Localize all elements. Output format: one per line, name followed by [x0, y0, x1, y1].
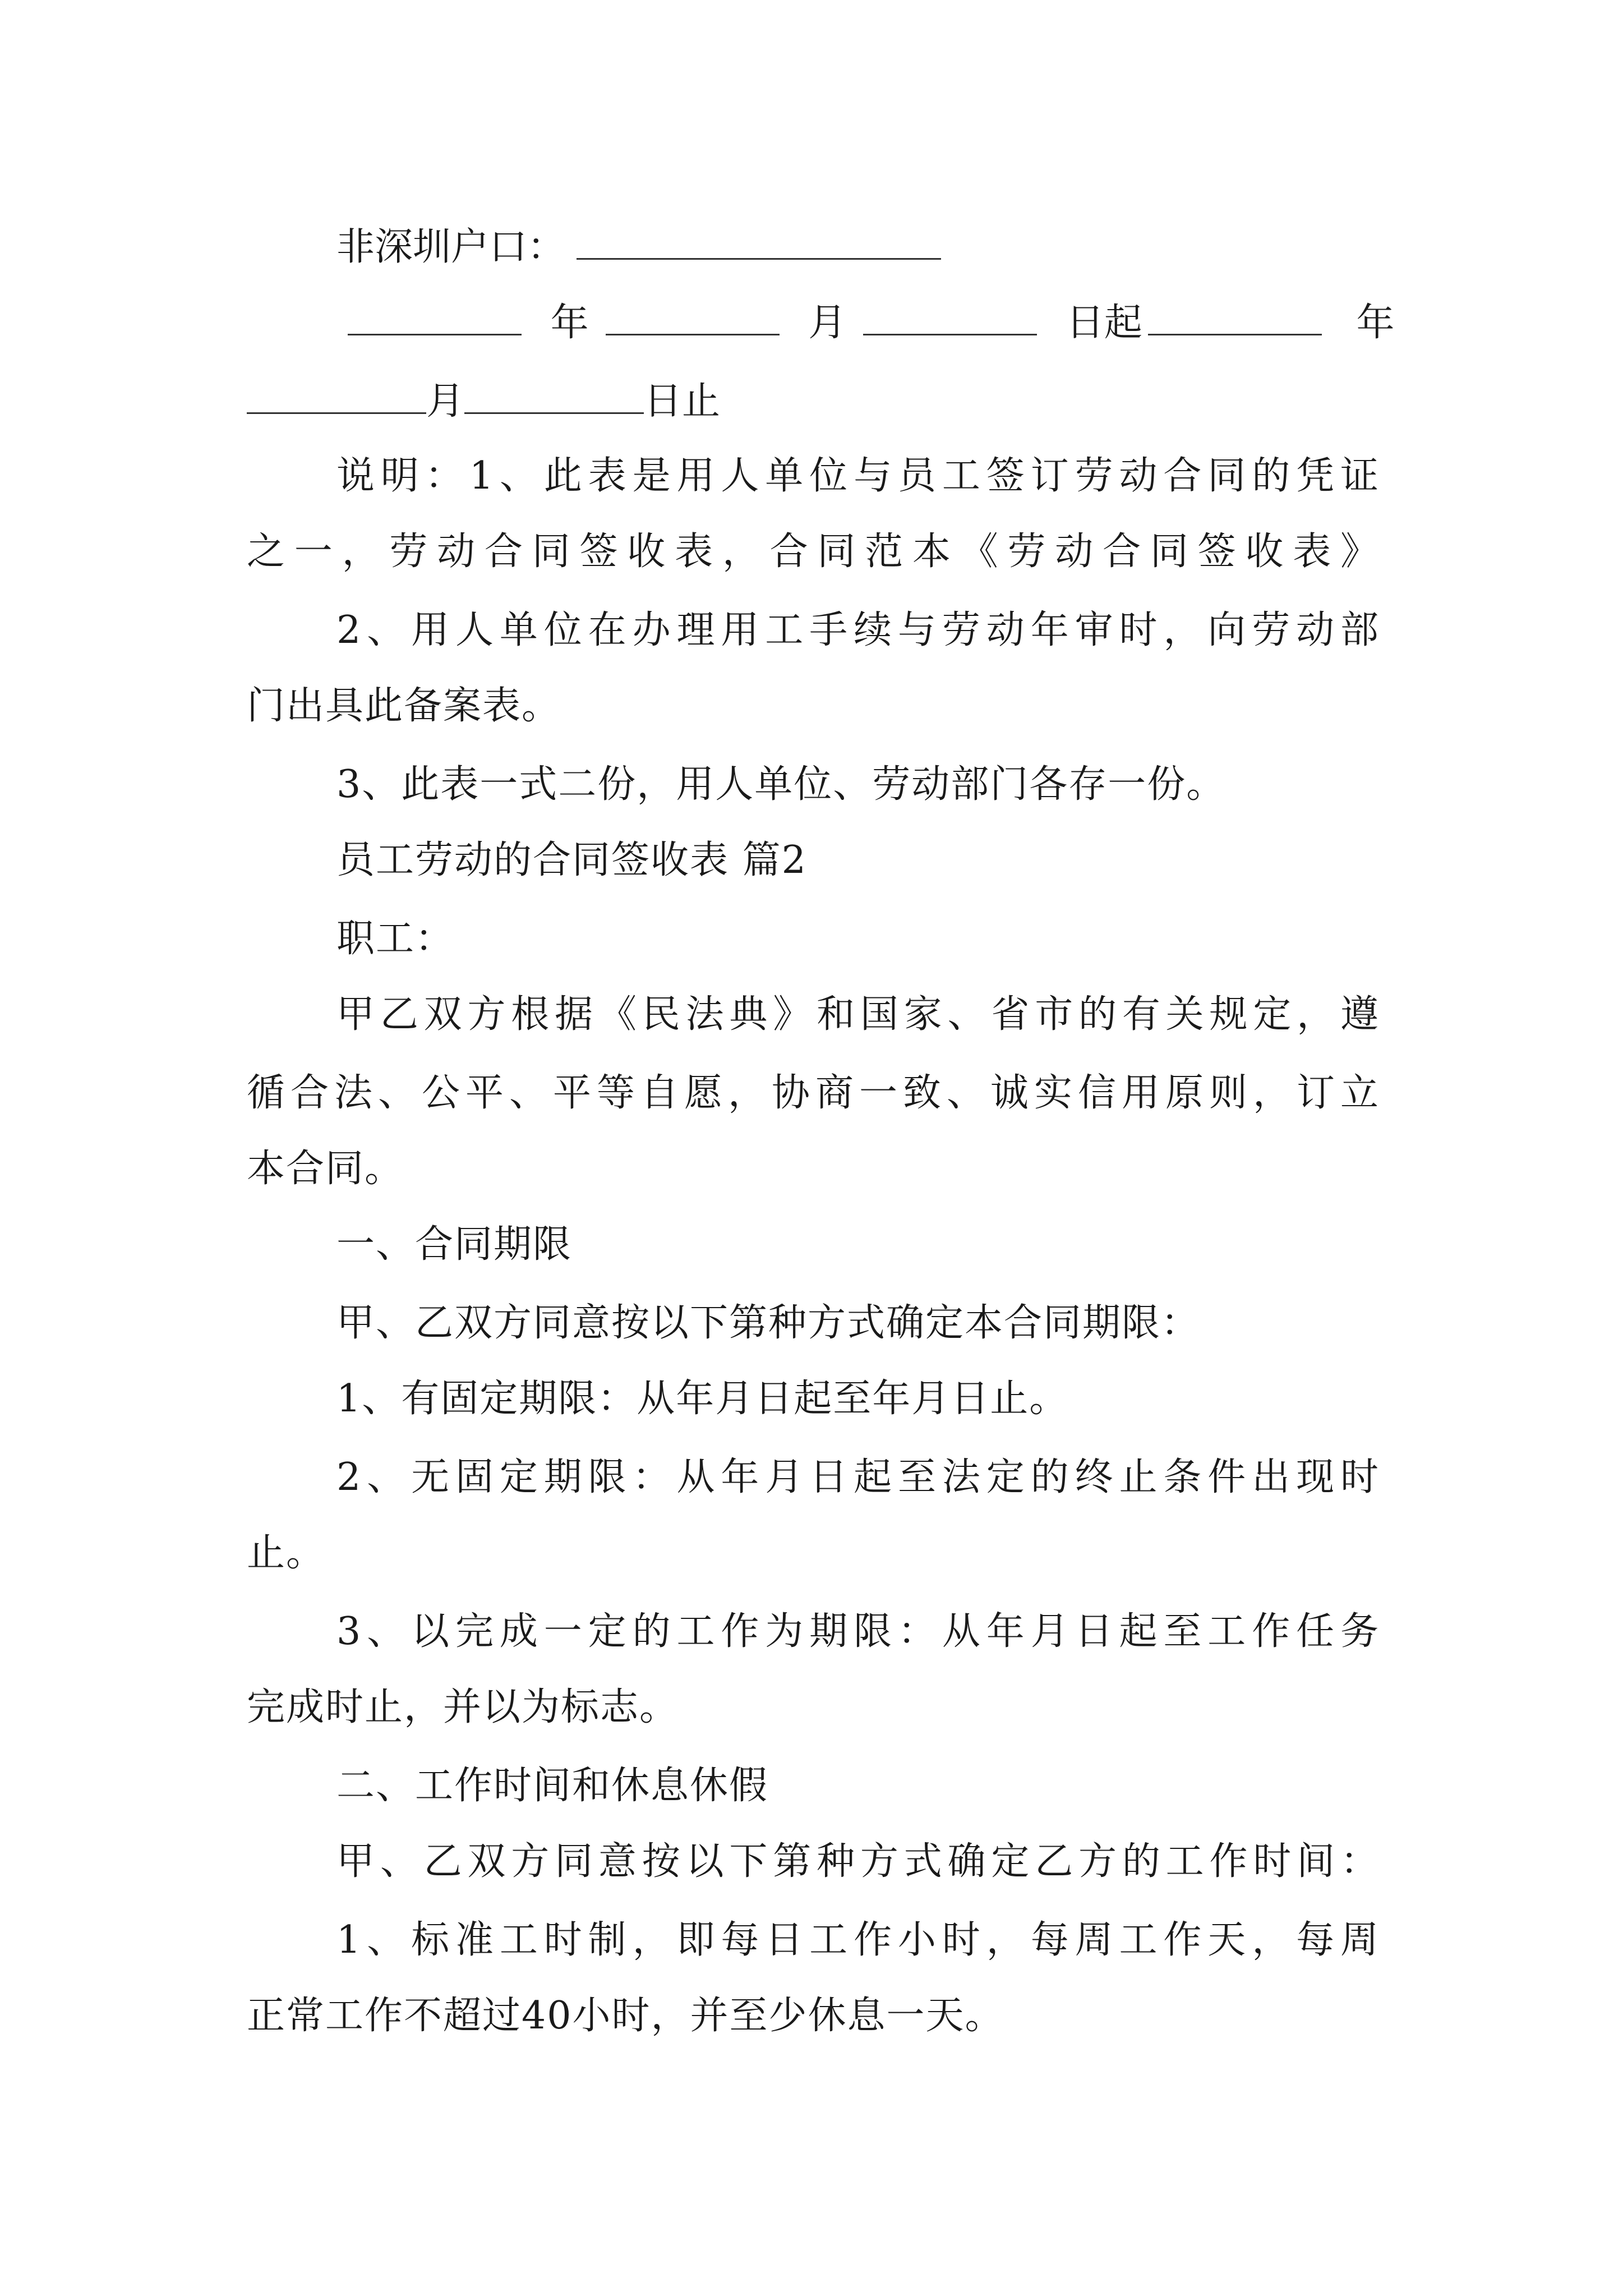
note-line-1: 说明：1、此表是用人单位与员工签订劳动合同的凭证 — [336, 454, 1380, 498]
contract-term-intro: 甲、乙双方同意按以下第种方式确定本合同期限： — [336, 1301, 1201, 1345]
start-day-label: 日起 — [1066, 301, 1142, 345]
start-day-blank — [863, 300, 1037, 335]
end-year-label: 年 — [1356, 301, 1395, 345]
end-day-blank — [464, 379, 644, 414]
heading-contract-term: 一、合同期限 — [336, 1222, 573, 1267]
task-term-line-1: 3、以完成一定的工作为期限：从年月日起至工作任务 — [336, 1609, 1380, 1654]
standard-hours-line-1: 1、标准工时制，即每日工作小时，每周工作天，每周 — [336, 1918, 1380, 1962]
note-line-4: 门出具此备案表。 — [247, 684, 561, 728]
note-line-5: 3、此表一式二份，用人单位、劳动部门各存一份。 — [336, 762, 1226, 807]
end-month-blank — [247, 379, 426, 414]
employee-label: 职工： — [336, 917, 455, 961]
note-line-2: 之一，劳动合同签收表，合同范本《劳动合同签收表》 — [247, 530, 1380, 574]
open-term-line-2: 止。 — [247, 1531, 326, 1575]
note-line-3: 2、用人单位在办理用工手续与劳动年审时，向劳动部 — [336, 608, 1380, 652]
work-hours-intro: 甲、乙双方同意按以下第种方式确定乙方的工作时间： — [336, 1839, 1380, 1884]
non-shenzhen-hukou-row — [336, 224, 941, 269]
start-year-blank — [348, 300, 522, 335]
intro-line-2: 循合法、公平、平等自愿，协商一致、诚实信用原则，订立 — [247, 1071, 1380, 1115]
heading-work-hours: 二、工作时间和休息休假 — [336, 1764, 769, 1808]
start-month-blank — [606, 300, 780, 335]
standard-hours-line-2: 正常工作不超过40小时，并至少休息一天。 — [247, 1994, 1004, 2038]
non-shenzhen-hukou-blank — [577, 224, 941, 260]
fixed-term-line: 1、有固定期限：从年月日起至年月日止。 — [336, 1377, 1069, 1421]
intro-line-1: 甲乙双方根据《民法典》和国家、省市的有关规定，遵 — [336, 992, 1380, 1037]
end-day-label: 日止 — [644, 379, 721, 424]
non-shenzhen-hukou-label: 非深圳户口： — [336, 225, 566, 269]
end-month-label: 月 — [426, 379, 465, 424]
date-range-row-1 — [348, 300, 1395, 345]
intro-line-3: 本合同。 — [247, 1147, 404, 1191]
section-title: 员工劳动的合同签收表 篇2 — [336, 838, 807, 882]
start-month-label: 月 — [808, 301, 847, 345]
end-year-blank — [1148, 300, 1322, 335]
open-term-line-1: 2、无固定期限：从年月日起至法定的终止条件出现时 — [336, 1455, 1380, 1499]
date-range-row-2 — [247, 379, 721, 424]
task-term-line-2: 完成时止，并以为标志。 — [247, 1685, 679, 1729]
start-year-label: 年 — [550, 301, 589, 345]
